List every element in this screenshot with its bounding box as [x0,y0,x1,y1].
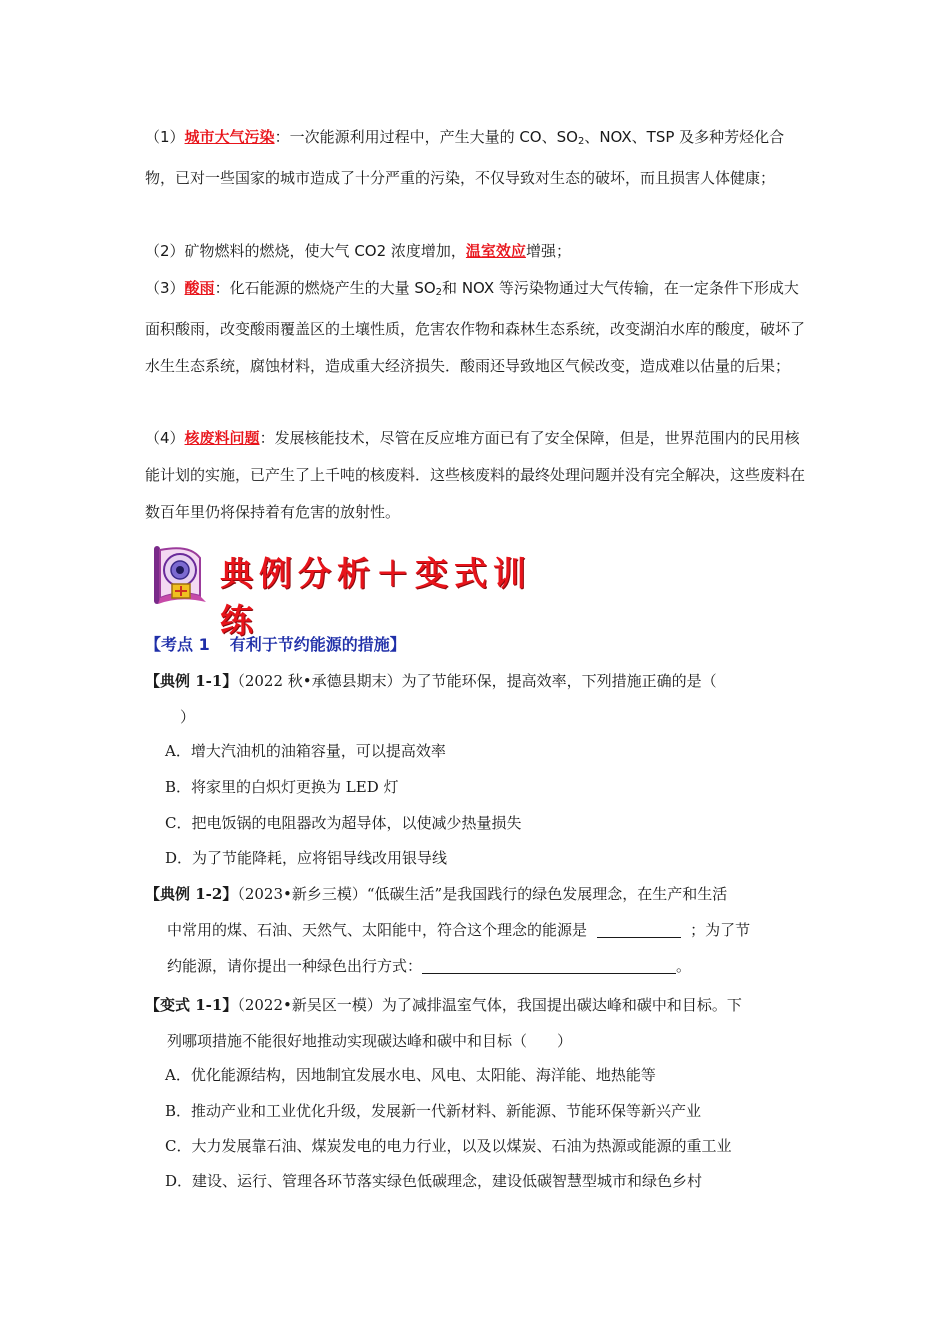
question-text: （2022 秋•承德县期末）为了节能环保，提高效率，下列措施正确的是（ [237,672,717,690]
option-b: B．将家里的白炽灯更换为 LED 灯 [165,778,399,796]
variant-1-1 [145,987,810,1059]
option-d: D．建设、运行、管理各环节落实绿色低碳理念，建设低碳智慧型城市和绿色乡村 [165,1172,703,1190]
option-b: B．推动产业和工业优化升级，发展新一代新材料、新能源、节能环保等新兴产业 [165,1102,702,1120]
item-number: （4） [145,429,185,447]
keyword-greenhouse-effect: 温室效应 [465,242,526,260]
question-tag: 【典例 1-1】 [145,672,238,690]
option-c: C．大力发展靠石油、煤炭发电的电力行业，以及以煤炭、石油为热源或能源的重工业 [165,1137,732,1155]
item-text: 、NOX、TSP 及多种芳烃化合物，已对一些国家的城市造成了十分严重的污染，不仅导致对生态的破坏，而且损害人体健康； [145,128,785,187]
item-text: 和 NOX 等污染物通过大气传输，在一定条件下形成大面积酸雨，改变酸雨覆盖区的土壤性质，危害农作物和森林生态系统，改变湖泊水库的酸度，破坏了水生生态系统，腐蚀材料，造成重大经济损失．酸雨还导致地区气候改变，造成难以估量的后果； [145,279,806,375]
pollution-item-2 [145,233,810,270]
question-line-3 [145,948,810,984]
section-banner [150,540,570,640]
answer-blank-2[interactable] [422,955,676,974]
option-a: A．优化能源结构，因地制宜发展水电、风电、太阳能、海洋能、地热能等 [165,1066,656,1084]
keyword-urban-air-pollution: 城市大气污染 [184,128,275,146]
item-text: ：化石能源的燃烧产生的大量 SO [214,279,436,297]
example-1-1 [145,663,810,735]
banner-title: 典例分析＋变式训练 [220,554,532,640]
question-line-2: 列哪项措施不能很好地推动实现碳达峰和碳中和目标（ ） [167,1032,573,1050]
section-label: 【考点 1 [145,635,210,654]
item-number: （1） [145,128,185,146]
item-text: ：一次能源利用过程中，产生大量的 CO、SO [274,128,578,146]
question-text: 。 [676,957,692,975]
question-text: 约能源，请你提出一种绿色出行方式： [167,957,423,975]
item-number: （2） [145,242,185,260]
question-tag: 【变式 1-1】 [145,996,238,1014]
question-text: （2022•新吴区一模）为了减排温室气体，我国提出碳达峰和碳中和目标。下 [237,996,742,1014]
item-text: 矿物燃料的燃烧，使大气 CO2 浓度增加， [184,242,466,260]
pollution-item-3 [145,270,810,385]
keyword-nuclear-waste: 核废料问题 [184,429,260,447]
option-d: D．为了节能降耗，应将铝导线改用银导线 [165,849,448,867]
pollution-item-4 [145,420,810,531]
answer-blank-1[interactable] [597,919,681,938]
question-close-paren: ） [180,708,196,726]
option-c: C．把电饭锅的电阻器改为超导体，以使减少热量损失 [165,814,522,832]
item-text: ：发展核能技术，尽管在反应堆方面已有了安全保障，但是，世界范围内的民用核能计划的实施，已产生了上千吨的核废料．这些核废料的最终处理问题并没有完全解决，这些废料在数百年里仍将保持着有危害的放射性。 [145,429,806,521]
question-line-2 [145,912,810,948]
question-text: 中常用的煤、石油、天然气、太阳能中，符合这个理念的能源是 [167,921,588,939]
item-text: 增强； [525,242,571,260]
question-text: （2023•新乡三模）“低碳生活”是我国践行的绿色发展理念，在生产和生活 [237,885,728,903]
subscript: 2 [435,287,443,298]
question-tag: 【典例 1-2】 [145,885,238,903]
question-text: ；为了节 [690,921,751,939]
section-heading [145,632,406,655]
option-a: A．增大汽油机的油箱容量，可以提高效率 [165,742,446,760]
pollution-item-1 [145,119,810,197]
subscript: 2 [577,136,585,147]
example-1-2 [145,876,810,984]
keyword-acid-rain: 酸雨 [184,279,215,297]
item-number: （3） [145,279,185,297]
analysis-icon [150,540,220,606]
section-title: 有利于节约能源的措施】 [229,635,406,654]
